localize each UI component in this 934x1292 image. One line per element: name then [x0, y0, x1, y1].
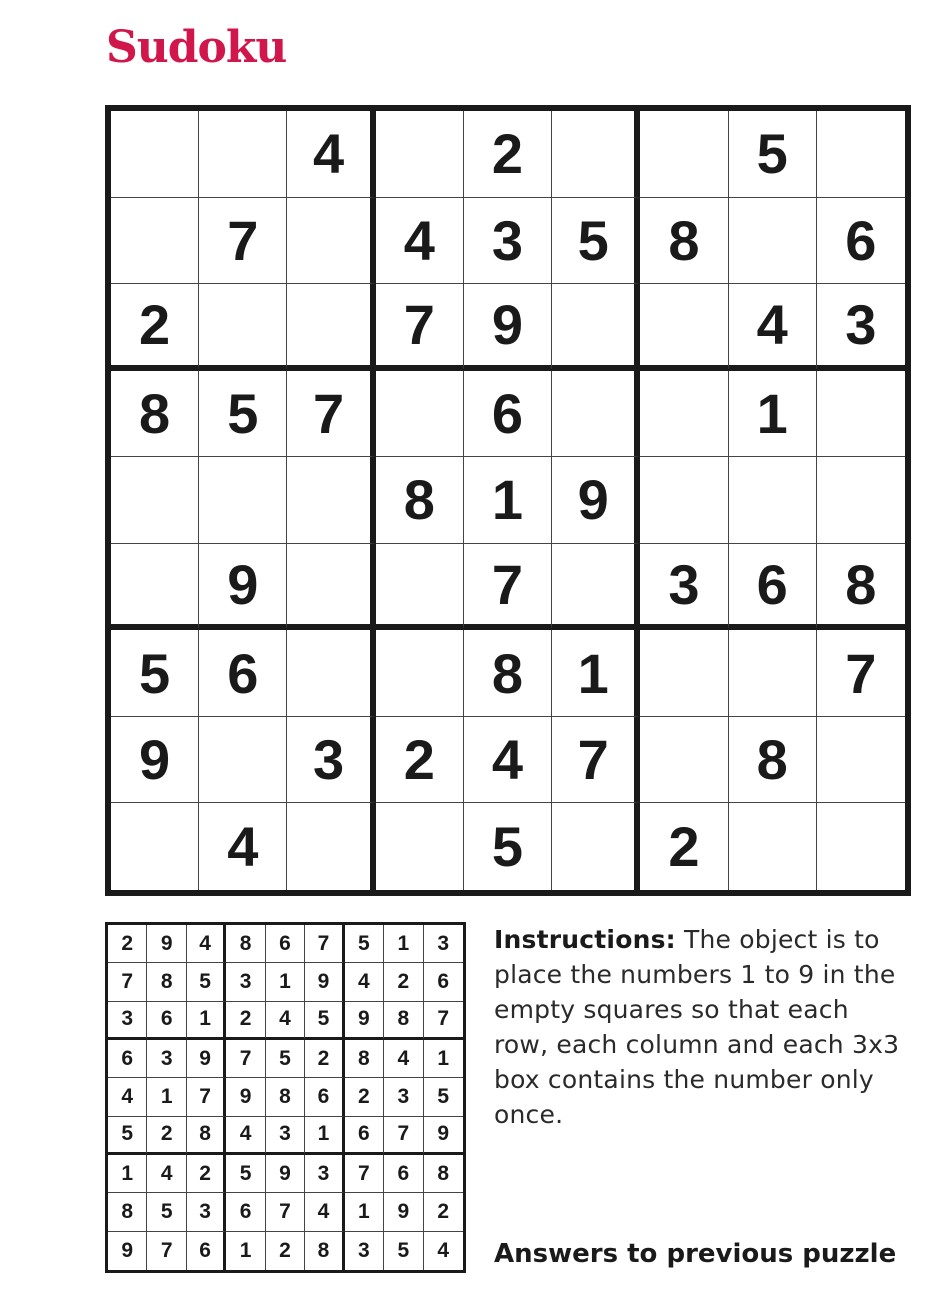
- answer-cell-r5c7: 2: [345, 1078, 384, 1116]
- puzzle-title: Sudoku: [106, 22, 287, 73]
- answer-cell-r3c1: 3: [108, 1002, 147, 1040]
- puzzle-cell-r2c4: 4: [376, 198, 464, 285]
- answer-cell-r8c6: 4: [305, 1193, 344, 1231]
- answer-cell-r1c9: 3: [424, 925, 463, 963]
- puzzle-cell-r5c1[interactable]: [111, 457, 199, 544]
- answer-cell-r5c3: 7: [187, 1078, 226, 1116]
- answer-cell-r9c6: 8: [305, 1232, 344, 1270]
- answer-cell-r2c6: 9: [305, 963, 344, 1001]
- answer-cell-r3c3: 1: [187, 1002, 226, 1040]
- puzzle-cell-r5c4: 8: [376, 457, 464, 544]
- puzzle-cell-r5c6: 9: [552, 457, 640, 544]
- answer-cell-r4c1: 6: [108, 1040, 147, 1078]
- puzzle-cell-r4c5: 6: [464, 371, 552, 458]
- answer-cell-r5c2: 1: [147, 1078, 186, 1116]
- answer-cell-r2c2: 8: [147, 963, 186, 1001]
- puzzle-cell-r9c1[interactable]: [111, 803, 199, 890]
- puzzle-cell-r7c5: 8: [464, 630, 552, 717]
- answer-cell-r7c2: 4: [147, 1155, 186, 1193]
- puzzle-cell-r3c5: 9: [464, 284, 552, 371]
- answer-cell-r6c3: 8: [187, 1117, 226, 1155]
- puzzle-cell-r6c1[interactable]: [111, 544, 199, 631]
- puzzle-cell-r4c3: 7: [287, 371, 375, 458]
- answer-cell-r7c5: 9: [266, 1155, 305, 1193]
- answer-cell-r1c5: 6: [266, 925, 305, 963]
- puzzle-cell-r1c7[interactable]: [640, 111, 728, 198]
- answer-cell-r7c9: 8: [424, 1155, 463, 1193]
- answer-cell-r4c7: 8: [345, 1040, 384, 1078]
- answer-cell-r8c7: 1: [345, 1193, 384, 1231]
- puzzle-cell-r9c8[interactable]: [729, 803, 817, 890]
- answer-cell-r4c6: 2: [305, 1040, 344, 1078]
- puzzle-cell-r7c3[interactable]: [287, 630, 375, 717]
- sudoku-puzzle-grid: [105, 105, 911, 896]
- puzzle-cell-r5c8[interactable]: [729, 457, 817, 544]
- answer-cell-r1c2: 9: [147, 925, 186, 963]
- answer-cell-r4c5: 5: [266, 1040, 305, 1078]
- puzzle-cell-r8c7[interactable]: [640, 717, 728, 804]
- puzzle-cell-r3c9: 3: [817, 284, 905, 371]
- puzzle-cell-r4c2: 5: [199, 371, 287, 458]
- puzzle-cell-r1c5: 2: [464, 111, 552, 198]
- puzzle-cell-r2c7: 8: [640, 198, 728, 285]
- answer-cell-r7c1: 1: [108, 1155, 147, 1193]
- answer-cell-r6c4: 4: [226, 1117, 265, 1155]
- puzzle-cell-r2c2: 7: [199, 198, 287, 285]
- puzzle-cell-r9c6[interactable]: [552, 803, 640, 890]
- puzzle-cell-r7c7[interactable]: [640, 630, 728, 717]
- puzzle-cell-r8c4: 2: [376, 717, 464, 804]
- puzzle-cell-r5c5: 1: [464, 457, 552, 544]
- answer-cell-r1c4: 8: [226, 925, 265, 963]
- answer-cell-r2c8: 2: [384, 963, 423, 1001]
- answer-cell-r8c8: 9: [384, 1193, 423, 1231]
- puzzle-cell-r7c8[interactable]: [729, 630, 817, 717]
- puzzle-cell-r2c3[interactable]: [287, 198, 375, 285]
- answer-cell-r5c6: 6: [305, 1078, 344, 1116]
- puzzle-cell-r6c3[interactable]: [287, 544, 375, 631]
- answer-cell-r8c1: 8: [108, 1193, 147, 1231]
- puzzle-cell-r8c9[interactable]: [817, 717, 905, 804]
- answer-cell-r8c9: 2: [424, 1193, 463, 1231]
- answer-cell-r9c5: 2: [266, 1232, 305, 1270]
- puzzle-cell-r7c2: 6: [199, 630, 287, 717]
- instructions-label: Instructions:: [494, 925, 676, 954]
- answer-cell-r7c4: 5: [226, 1155, 265, 1193]
- answer-cell-r1c3: 4: [187, 925, 226, 963]
- answer-cell-r7c7: 7: [345, 1155, 384, 1193]
- answer-cell-r1c6: 7: [305, 925, 344, 963]
- answer-cell-r9c7: 3: [345, 1232, 384, 1270]
- puzzle-cell-r8c6: 7: [552, 717, 640, 804]
- puzzle-cell-r2c9: 6: [817, 198, 905, 285]
- puzzle-cell-r3c6[interactable]: [552, 284, 640, 371]
- answer-cell-r6c8: 7: [384, 1117, 423, 1155]
- puzzle-cell-r7c6: 1: [552, 630, 640, 717]
- answer-cell-r2c7: 4: [345, 963, 384, 1001]
- puzzle-cell-r4c8: 1: [729, 371, 817, 458]
- puzzle-cell-r8c2[interactable]: [199, 717, 287, 804]
- answer-cell-r1c1: 2: [108, 925, 147, 963]
- answer-cell-r6c1: 5: [108, 1117, 147, 1155]
- puzzle-cell-r7c9: 7: [817, 630, 905, 717]
- puzzle-cell-r2c1[interactable]: [111, 198, 199, 285]
- puzzle-cell-r8c1: 9: [111, 717, 199, 804]
- puzzle-cell-r5c7[interactable]: [640, 457, 728, 544]
- answers-caption: Answers to previous puzzle: [494, 1239, 897, 1269]
- answer-cell-r3c6: 5: [305, 1002, 344, 1040]
- puzzle-cell-r9c7: 2: [640, 803, 728, 890]
- puzzle-cell-r2c8[interactable]: [729, 198, 817, 285]
- puzzle-cell-r4c4[interactable]: [376, 371, 464, 458]
- answer-cell-r4c2: 3: [147, 1040, 186, 1078]
- puzzle-cell-r2c6: 5: [552, 198, 640, 285]
- answer-cell-r9c9: 4: [437, 1238, 450, 1262]
- puzzle-cell-r9c4[interactable]: [376, 803, 464, 890]
- puzzle-cell-r5c3[interactable]: [287, 457, 375, 544]
- instructions-body: The object is to place the numbers 1 to 9 in the empty squares so that each row, each column and each 3x3 box contains the number only once.: [494, 925, 900, 1129]
- answer-cell-r8c2: 5: [147, 1193, 186, 1231]
- puzzle-cell-r6c7: 3: [640, 544, 728, 631]
- puzzle-cell-r1c1[interactable]: [111, 111, 199, 198]
- puzzle-cell-r8c8: 8: [729, 717, 817, 804]
- puzzle-cell-r5c9[interactable]: [817, 457, 905, 544]
- puzzle-cell-r1c6[interactable]: [552, 111, 640, 198]
- answer-cell-r5c9: 5: [424, 1078, 463, 1116]
- answer-cell-r4c3: 9: [187, 1040, 226, 1078]
- answer-cell-r6c7: 6: [345, 1117, 384, 1155]
- puzzle-cell-r9c5: 5: [464, 803, 552, 890]
- puzzle-cell-r1c2[interactable]: [199, 111, 287, 198]
- puzzle-cell-r5c2[interactable]: [199, 457, 287, 544]
- answer-cell-r5c1: 4: [108, 1078, 147, 1116]
- answer-cell-r5c8: 3: [384, 1078, 423, 1116]
- answer-cell-r3c2: 6: [147, 1002, 186, 1040]
- puzzle-cell-r4c1: 8: [111, 371, 199, 458]
- puzzle-cell-r3c1: 2: [111, 284, 199, 371]
- answer-cell-r7c8: 6: [384, 1155, 423, 1193]
- puzzle-cell-r9c2: 4: [199, 803, 287, 890]
- puzzle-cell-r6c2: 9: [199, 544, 287, 631]
- answer-cell-r9c3: 6: [187, 1232, 226, 1270]
- puzzle-cell-r9c9[interactable]: [817, 803, 905, 890]
- answer-cell-r6c5: 3: [266, 1117, 305, 1155]
- puzzle-cell-r4c6[interactable]: [552, 371, 640, 458]
- puzzle-cell-r7c4[interactable]: [376, 630, 464, 717]
- puzzle-cell-r3c8: 4: [729, 284, 817, 371]
- answer-cell-r5c4: 9: [226, 1078, 265, 1116]
- puzzle-cell-r6c9: 8: [817, 544, 905, 631]
- answer-cell-r9c2: 7: [147, 1232, 186, 1270]
- answer-cell-r7c3: 2: [187, 1155, 226, 1193]
- answer-cell-r8c3: 3: [187, 1193, 226, 1231]
- answer-cell-r6c2: 2: [147, 1117, 186, 1155]
- puzzle-cell-r3c4: 7: [376, 284, 464, 371]
- puzzle-cell-r6c8: 6: [729, 544, 817, 631]
- puzzle-cell-r9c3[interactable]: [287, 803, 375, 890]
- answer-cell-r9c4: 1: [226, 1232, 265, 1270]
- answer-cell-r7c6: 3: [305, 1155, 344, 1193]
- puzzle-cell-r1c4[interactable]: [376, 111, 464, 198]
- puzzle-cell-r4c9[interactable]: [817, 371, 905, 458]
- answer-cell-r3c4: 2: [226, 1002, 265, 1040]
- answer-cell-r4c9: 1: [424, 1040, 463, 1078]
- answer-cell-r2c3: 5: [187, 963, 226, 1001]
- answer-cell-r3c8: 8: [384, 1002, 423, 1040]
- puzzle-cell-r6c6[interactable]: [552, 544, 640, 631]
- answer-cell-r5c5: 8: [266, 1078, 305, 1116]
- answer-cell-r4c4: 7: [226, 1040, 265, 1078]
- answer-cell-r1c8: 1: [384, 925, 423, 963]
- puzzle-cell-r6c5: 7: [464, 544, 552, 631]
- puzzle-cell-r1c9[interactable]: [817, 111, 905, 198]
- puzzle-cell-r3c2[interactable]: [199, 284, 287, 371]
- answer-cell-r1c7: 5: [345, 925, 384, 963]
- answer-cell-r2c9: 6: [424, 963, 463, 1001]
- puzzle-cell-r3c3[interactable]: [287, 284, 375, 371]
- answer-cell-r6c9: 9: [424, 1117, 463, 1155]
- puzzle-cell-r1c3: 4: [287, 111, 375, 198]
- puzzle-cell-r4c7[interactable]: [640, 371, 728, 458]
- answer-cell-r4c8: 4: [384, 1040, 423, 1078]
- previous-answers-grid: [105, 922, 466, 1273]
- answer-cell-r3c9: 7: [424, 1002, 463, 1040]
- answer-cell-r6c6: 1: [305, 1117, 344, 1155]
- puzzle-cell-r3c7[interactable]: [640, 284, 728, 371]
- puzzle-cell-r8c3: 3: [287, 717, 375, 804]
- puzzle-cell-r1c8: 5: [729, 111, 817, 198]
- answer-cell-r8c5: 7: [266, 1193, 305, 1231]
- instructions-text: [494, 922, 904, 1132]
- answer-cell-r2c5: 1: [266, 963, 305, 1001]
- puzzle-cell-r2c5: 3: [464, 198, 552, 285]
- answer-cell-r3c5: 4: [266, 1002, 305, 1040]
- answer-cell-r2c4: 3: [226, 963, 265, 1001]
- answer-cell-r9c1: 9: [108, 1232, 147, 1270]
- answer-cell-r9c8: 5: [384, 1232, 423, 1270]
- puzzle-cell-r6c4[interactable]: [376, 544, 464, 631]
- answer-cell-r2c1: 7: [108, 963, 147, 1001]
- puzzle-cell-r7c1: 5: [111, 630, 199, 717]
- answer-cell-r8c4: 6: [226, 1193, 265, 1231]
- answer-cell-r3c7: 9: [345, 1002, 384, 1040]
- puzzle-cell-r8c5: 4: [464, 717, 552, 804]
